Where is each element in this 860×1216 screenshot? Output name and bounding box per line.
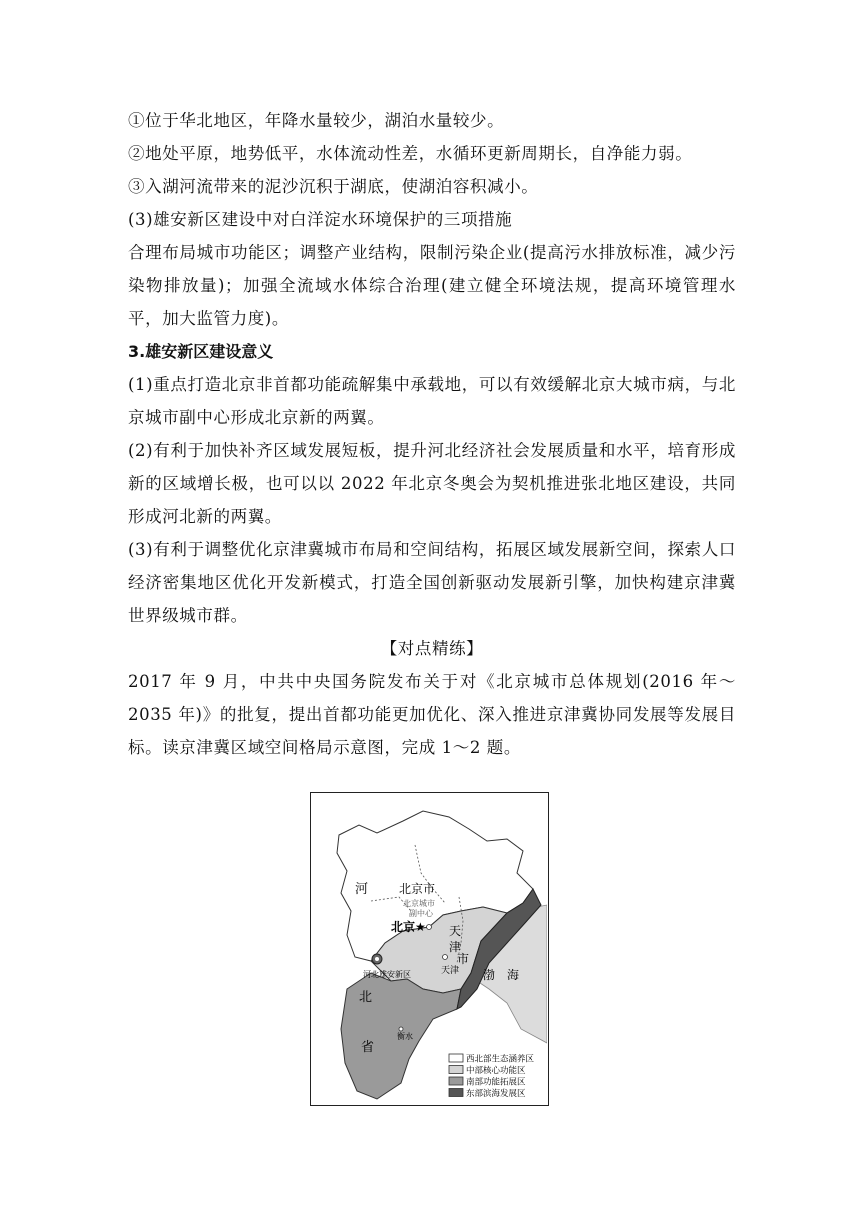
legend-swatch-central (449, 1066, 463, 1074)
practice-title: 【对点精练】 (380, 639, 484, 658)
significance-item-1: (1)重点打造北京非首都功能疏解集中承载地，可以有效缓解北京大城市病，与北京城市副中心形成北京新的两翼。 (128, 375, 736, 427)
map-label-jin: 津 (449, 940, 462, 954)
map-legend (445, 1051, 545, 1101)
map-label-beijing-shi: 北京市 (399, 882, 436, 896)
document-body (128, 104, 736, 764)
significance-item-3: (3)有利于调整优化京津冀城市布局和空间结构，拓展区域发展新空间，探索人口经济密集地区优化开发新模式，打造全国创新驱动发展新引擎，加快构建京津冀世界级城市群。 (128, 540, 736, 625)
practice-intro: 2017 年 9 月，中共中央国务院发布关于对《北京城市总体规划(2016 年～2035 年)》的批复，提出首都功能更加优化、深入推进京津冀协同发展等发展目标。读京津冀区域空间格局示意图，完成 1～2 题。 (128, 672, 736, 757)
significance-item-2: (2)有利于加快补齐区域发展短板，提升河北经济社会发展质量和水平，培育形成新的区域增长极，也可以以 2022 年北京冬奥会为契机推进张北地区建设，共同形成河北新的两翼。 (128, 441, 736, 526)
map-label-beijing: 北京★ (391, 920, 426, 934)
hengshui-marker (399, 1027, 403, 1031)
region-map-figure (310, 792, 549, 1106)
paragraph-reason-1: ①位于华北地区，年降水量较少，湖泊水量较少。 (128, 111, 505, 130)
legend-label-east: 东部滨海发展区 (466, 1089, 526, 1099)
legend-swatch-south (449, 1077, 463, 1085)
map-label-tian: 天 (449, 924, 462, 938)
paragraph-reason-3: ③入湖河流带来的泥沙沉积于湖底，使湖泊容积减小。 (128, 177, 539, 196)
map-label-xiongan: 河北雄安新区 (363, 970, 411, 979)
legend-swatch-east (449, 1089, 463, 1097)
map-label-bei: 北 (359, 990, 373, 1005)
legend-label-south: 南部功能拓展区 (466, 1077, 526, 1088)
map-label-subcenter-2: 副中心 (409, 909, 433, 918)
paragraph-reason-2: ②地处平原，地势低平，水体流动性差，水循环更新周期长，自净能力弱。 (128, 144, 693, 163)
legend-swatch-northwest (449, 1054, 463, 1062)
paragraph-measures: 合理布局城市功能区；调整产业结构，限制污染企业(提高污水排放标准，减少污染物排放量)；加强全流域水体综合治理(建立健全环境法规，提高环境管理水平，加大监管力度)。 (128, 243, 736, 328)
legend-label-central: 中部核心功能区 (466, 1066, 526, 1076)
map-label-he: 河 (355, 882, 369, 897)
map-label-sheng: 省 (361, 1040, 375, 1055)
map-label-bohai-1: 渤 (483, 968, 496, 982)
map-label-tianjin: 天津 (441, 966, 460, 976)
paragraph-subheading-measures: (3)雄安新区建设中对白洋淀水环境保护的三项措施 (128, 210, 513, 229)
tianjin-marker (443, 955, 448, 960)
beijing-subcenter-marker (427, 925, 432, 930)
map-label-shi: 市 (457, 952, 470, 966)
section-heading: 3.雄安新区建设意义 (128, 342, 274, 361)
map-label-bohai-2: 海 (507, 968, 520, 982)
map-label-hengshui: 衡水 (397, 1032, 413, 1041)
map-label-subcenter-1: 北京城市 (403, 899, 435, 908)
legend-label-northwest: 西北部生态涵养区 (466, 1054, 535, 1065)
region-map (311, 793, 547, 1104)
